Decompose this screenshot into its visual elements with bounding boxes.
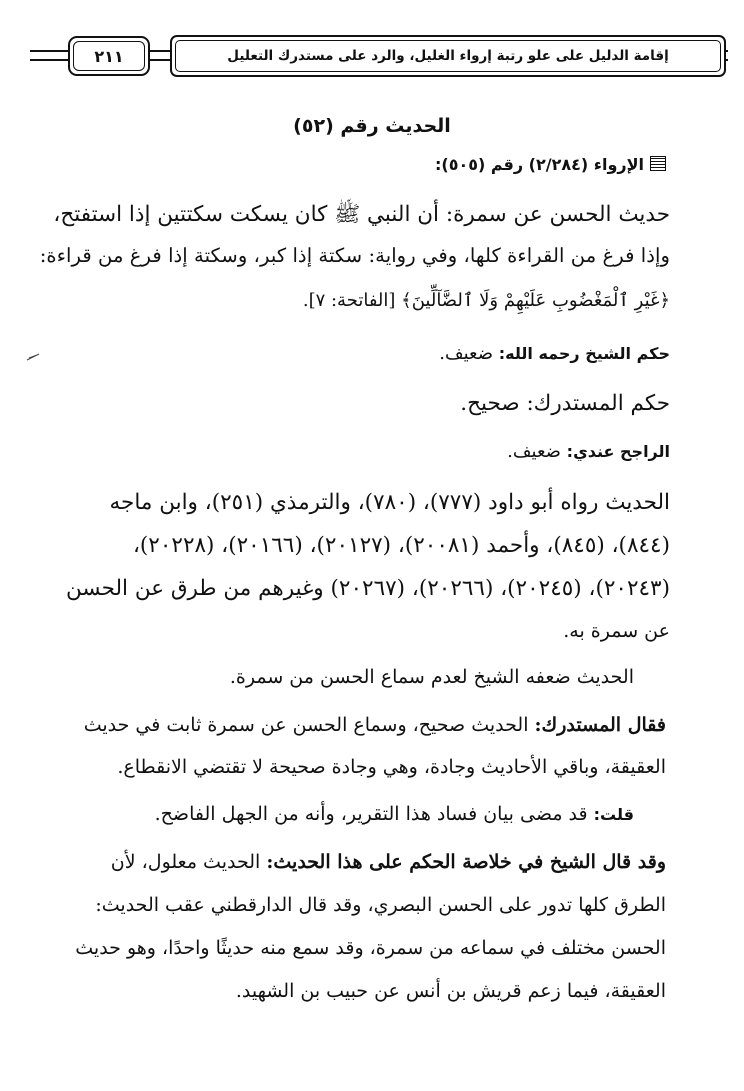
mustadrik-claim-line-1 [84,716,666,735]
reply-line [155,805,634,824]
khulasa-line-3: الحسن مختلف في سماعه من سمرة، وقد سمع منه حديثًا واحدًا، وهو حديث [75,937,666,959]
takhrij-line-1: الحديث رواه أبو داود (٧٧٧)، (٧٨٠)، والترمذي (٢٥١)، وابن ماجه [109,490,670,515]
book-icon [650,156,666,171]
khulasa-line-4: العقيقة، فيما زعم قريش بن أنس عن حبيب بن الشهيد. [235,980,666,1002]
ruling-shaykh [439,345,670,363]
ruling-mustadrik-value: صحيح. [460,391,520,416]
ruling-rajih-label: الراجح عندي: [566,442,670,461]
mustadrik-claim-label: فقال المستدرك: [534,714,666,736]
hadith-heading: الحديث رقم (٥٢) [293,115,451,137]
ruling-shaykh-value: ضعيف. [439,343,494,364]
running-title-frame [170,35,726,77]
hadith-line-1: حديث الحسن عن سمرة: أن النبي ﷺ كان يسكت سكتتين إذا استفتح، [53,202,670,227]
running-title: إقامة الدليل على علو رتبة إرواء الغليل، والرد على مستدرك التعليل [227,48,669,64]
page-number: ٢١١ [94,46,124,66]
ruling-mustadrik-label: حكم المستدرك: [526,391,670,416]
khulasa-line-1 [111,853,666,872]
ruling-rajih [507,443,670,461]
takhrij-line-2: (٨٤٤)، (٨٤٥)، وأحمد (٢٠٠٨١)، (٢٠١٢٧)، (٢٠١٦٦)، (٢٠٢٢٨)، [132,533,670,558]
ruling-shaykh-label: حكم الشيخ رحمه الله: [498,344,670,363]
page-number-frame [68,36,150,76]
takhrij-line-4: عن سمرة به. [563,620,670,642]
reply-text: قد مضى بيان فساد هذا التقرير، وأنه من الجهل الفاضح. [154,803,588,825]
khulasa-text-1: الحديث معلول، لأن [110,851,261,873]
irwaa-label: الإرواء (٢/٢٨٤) رقم (٥٠٥): [434,155,644,174]
ruling-rajih-value: ضعيف. [507,441,561,462]
khulasa-line-2: الطرق كلها تدور على الحسن البصري، وقد قال الدارقطني عقب الحديث: [95,894,666,916]
reply-label: قلت: [593,805,634,824]
pencil-mark-icon [26,352,40,362]
takhrij-line-3: (٢٠٢٤٣)، (٢٠٢٤٥)، (٢٠٢٦٦)، (٢٠٢٦٧) وغيرهم من طرق عن الحسن [66,576,670,601]
hadith-line-2: وإذا فرغ من القراءة كلها، وفي رواية: سكتة إذا كبر، وسكتة إذا فرغ من قراءة: [39,244,670,267]
weakness-line: الحديث ضعفه الشيخ لعدم سماع الحسن من سمرة. [229,666,634,688]
hadith-line-3-quran-verse: ﴿غَيْرِ ٱلْمَغْضُوبِ عَلَيْهِمْ وَلَا ٱلضَّآلِّينَ﴾ [الفاتحة: ٧]. [302,290,670,311]
mustadrik-claim-line-2: العقيقة، وباقي الأحاديث وجادة، وهي وجادة صحيحة لا تقتضي الانقطاع. [117,756,666,778]
mustadrik-claim-text-1: الحديث صحيح، وسماع الحسن عن سمرة ثابت في حديث [83,714,529,736]
irwaa-reference-line [435,156,666,173]
ruling-mustadrik [460,393,670,415]
khulasa-label: وقد قال الشيخ في خلاصة الحكم على هذا الحديث: [266,851,666,873]
